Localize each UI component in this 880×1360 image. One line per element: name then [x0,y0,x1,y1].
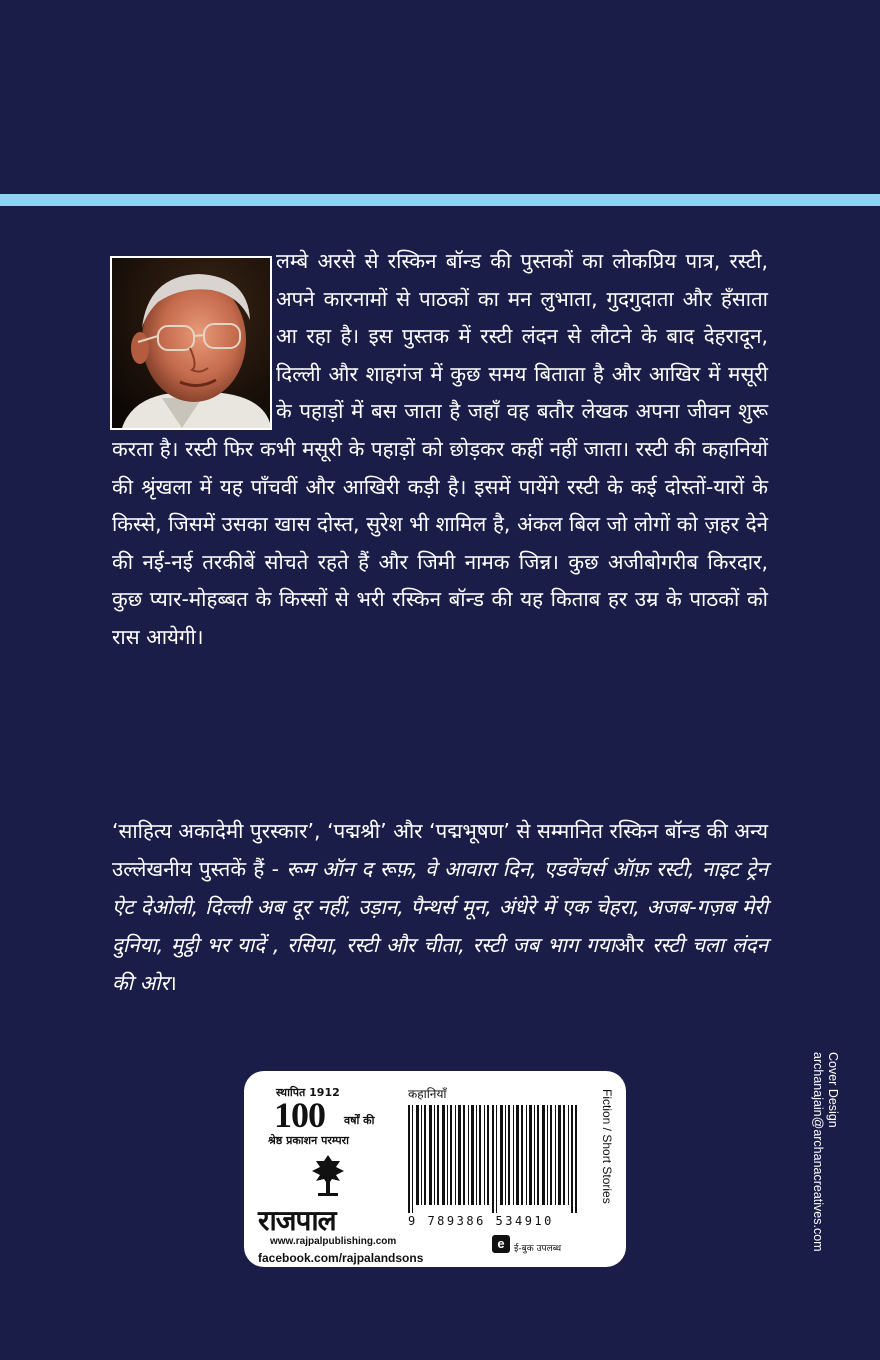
publisher-brand: राजपाल [258,1204,336,1237]
cover-design-credit [808,1052,848,1292]
accent-stripe [0,194,880,206]
isbn-barcode [406,1105,580,1213]
tree-icon [310,1153,346,1197]
category-text: Fiction / Short Stories [600,1089,614,1204]
cover-design-label: Cover Design [826,1052,840,1128]
awards-intro: ‘साहित्य अकादेमी पुरस्कार’, ‘पद्मश्री’ और ‘पद्मभूषण’ से सम्मानित रस्किन बॉन्ड की अन्य उल्लेखनीय पुस्तकें हैं - [112,819,768,881]
tradition-label: श्रेष्ठ प्रकाशन परम्परा [268,1134,349,1147]
last-book-title: रस्टी चला लंदन की ओर [112,933,768,995]
awards-paragraph [112,812,768,1002]
book-description [112,243,768,657]
ebook-icon: e [492,1235,510,1253]
other-books-list: रूम ऑन द रूफ़, वे आवारा दिन, एडवेंचर्स ऑफ़ रस्टी, नाइट ट्रेन ऐट देओली, दिल्ली अब दूर नहीं, उड़ान, पैन्थर्स मून, अंधेरे में एक चेहरा, अजब-गज़ब मेरी दुनिया, मुट्ठी भर यादें , रसिया, रस्टी और चीता, रस्टी जब भाग गया [112,857,768,957]
publisher-logo-block [258,1081,424,1265]
years-label: वर्षों की [344,1114,375,1127]
hundred-years-number: 100 [274,1095,325,1135]
cover-design-email: archanajain@archanacreatives.com [811,1052,825,1252]
description-text: लम्बे अरसे से रस्किन बॉन्ड की पुस्तकों का लोकप्रिय पात्र, रस्टी, अपने कारनामों से पाठकों का मन लुभाता, गुदगुदाता और हँसाता आ रहा है। इस पुस्तक में रस्टी लंदन से लौटने के बाद देहरादून, दिल्ली और शाहगंज में कुछ समय बिताता है और आखिर में मसूरी के पहाड़ों में बस जाता है जहाँ वह बतौर लेखक अपना जीवन शुरू करता है। रस्टी फिर कभी मसूरी के पहाड़ों को छोड़कर कहीं नहीं जाता। रस्टी की कहानियों की श्रृंखला में यह पाँचवीं और आखिरी कड़ी है। इसमें पायेंगे रस्टी के कई दोस्तों-यारों के किस्से, जिसमें उसका खास दोस्त, सुरेश भी शामिल है, अंकल बिल जो लोगों को ज़हर देने की नई-नई तरकीबें सोचते रहते हैं और जिमी नामक जिन्न। कुछ अजीबोगरीब किरदार, कुछ प्यार-मोहब्बत के किस्सों से भरी रस्किन बॉन्ड की यह किताब हर उम्र के पाठकों को रास आयेगी। [112,249,768,649]
publisher-barcode-card [244,1071,626,1267]
ebook-available-label: ई-बुक उपलब्ध [514,1244,562,1254]
publisher-facebook[interactable]: facebook.com/rajpalandsons [258,1251,424,1265]
list-connector: और [614,933,645,957]
established-year: स्थापित 1912 [276,1086,340,1099]
category-label [590,1089,620,1259]
publisher-website[interactable]: www.rajpalpublishing.com [270,1236,397,1247]
sentence-end: । [168,971,177,995]
isbn-digits: 9 789386 534910 [408,1214,554,1228]
genre-label: कहानियाँ [408,1087,447,1101]
